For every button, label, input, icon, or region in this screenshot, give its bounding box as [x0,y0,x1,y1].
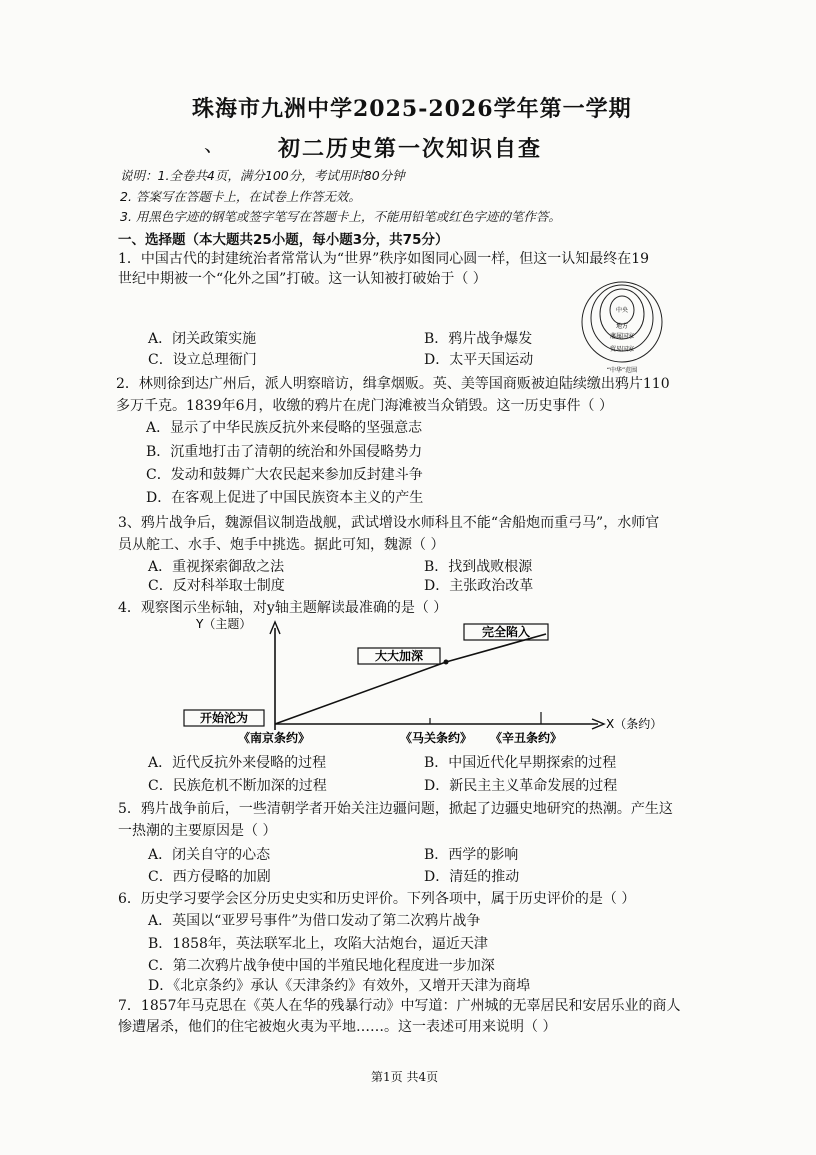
treaty-nanjing: 《南京条约》 [238,731,311,745]
q2-option-c: C．发动和鼓舞广大农民起来参加反封建斗争 [146,467,423,483]
q1-option-d: D．太平天国运动 [424,352,534,368]
q5-option-b: B．西学的影响 [424,847,519,863]
title-line-2: 初二历史第一次知识自查 [278,136,543,162]
section-heading: 一、选择题（本大题共25小题，每小题3分，共75分） [118,232,449,248]
q2-option-d: D．在客观上促进了中国民族资本主义的产生 [146,490,424,506]
title-line-1: 珠海市九洲中学2025-2026学年第一学期 [192,96,632,122]
concentric-circles-figure [570,278,688,378]
q4-option-b: B．中国近代化早期探索的过程 [424,755,617,771]
ring-label-vassal: 藩属国家 [609,333,635,340]
q3-option-c: C．反对科举取士制度 [148,578,285,594]
box-start: 开始沦为 [199,711,249,725]
q4-stem: 4．观察图示坐标轴，对y轴主题解读最准确的是（ ） [118,600,448,616]
stray-mark: 、 [204,132,224,156]
page-number: 第1页 共4页 [371,1070,439,1084]
treaty-axis-chart [178,612,663,750]
instruction-1: 说明：1.全卷共4页，满分100分，考试用时80分钟 [120,168,405,183]
treaty-xinchou: 《辛丑条约》 [490,731,563,745]
q2-stem-line2: 多万千克。1839年6月，收缴的鸦片在虎门海滩被当众销毁。这一历史事件（ ） [116,398,613,414]
q7-stem-line1: 7．1857年马克思在《英人在华的残暴行动》中写道：广州城的无辜居民和安居乐业的商人 [118,998,681,1014]
q6-option-b: B．1858年，英法联军北上，攻陷大沽炮台，逼近天津 [148,936,488,952]
q1-stem-line1: 1．中国古代的封建统治者常常认为“世界”秩序如图同心圆一样，但这一认知最终在19 [118,251,650,267]
q2-option-b: B．沉重地打击了清朝的统治和外国侵略势力 [146,444,423,460]
box-end: 完全陷入 [481,625,531,639]
q2-option-a: A．显示了中华民族反抗外来侵略的坚强意志 [146,420,423,436]
q1-stem-line2: 世纪中期被一个“化外之国”打破。这一认知被打破始于（ ） [118,271,487,287]
q1-option-b: B．鸦片战争爆发 [424,331,533,347]
q1-option-a: A．闭关政策实施 [148,331,257,347]
y-axis-label: Y（主题） [196,617,252,631]
q3-option-d: D．主张政治改革 [424,578,534,594]
q6-option-d: D．《北京条约》承认《天津条约》有效外，又增开天津为商埠 [148,978,531,994]
q3-option-b: B．找到战败根源 [424,559,533,575]
q5-option-a: A．闭关自守的心态 [148,847,271,863]
q5-stem-line2: 一热潮的主要原因是（ ） [118,823,277,839]
q5-stem-line1: 5．鸦片战争前后，一些清朝学者开始关注边疆问题，掀起了边疆史地研究的热潮。产生这 [118,801,673,817]
q2-stem-line1: 2．林则徐到达广州后，派人明察暗访，缉拿烟贩。英、美等国商贩被迫陆续缴出鸦片110 [116,376,670,392]
q3-option-a: A．重视探索御敌之法 [148,559,285,575]
q3-stem-line1: 3、鸦片战争后，魏源倡议制造战舰，武试增设水师科且不能“舍船炮而重弓马”，水师官 [118,515,660,531]
q5-option-d: D．清廷的推动 [424,869,520,885]
q3-stem-line2: 员从舵工、水手、炮手中挑选。据此可知，魏源（ ） [118,537,445,553]
q4-option-d: D．新民主主义革命发展的过程 [424,778,618,794]
q6-stem: 6．历史学习要学会区分历史史实和历史评价。下列各项中，属于历史评价的是（ ） [118,891,636,907]
q6-option-a: A．英国以“亚罗号事件”为借口发动了第二次鸦片战争 [148,913,481,929]
ring-label-center: 中央 [615,307,629,314]
figure-caption: “中华”范围 [606,367,638,374]
ring-label-trade: 贸易国家 [609,346,635,353]
q6-option-c: C．第二次鸦片战争使中国的半殖民地化程度进一步加深 [148,958,495,974]
q5-option-c: C．西方侵略的加剧 [148,869,271,885]
q7-stem-line2: 惨遭屠杀，他们的住宅被炮火夷为平地……。这一表述可用来说明（ ） [118,1019,557,1035]
instruction-2: 2. 答案写在答题卡上，在试卷上作答无效。 [120,189,361,204]
ring-label-local: 地方 [615,323,629,330]
q1-option-c: C．设立总理衙门 [148,352,257,368]
x-axis-label: X（条约） [606,717,663,731]
instruction-3: 3. 用黑色字迹的钢笔或签字笔写在答题卡上，不能用铅笔或红色字迹的笔作答。 [120,209,561,224]
treaty-maguan: 《马关条约》 [400,731,473,745]
q4-option-c: C．民族危机不断加深的过程 [148,778,327,794]
box-mid: 大大加深 [374,649,424,663]
q4-option-a: A．近代反抗外来侵略的过程 [148,755,327,771]
